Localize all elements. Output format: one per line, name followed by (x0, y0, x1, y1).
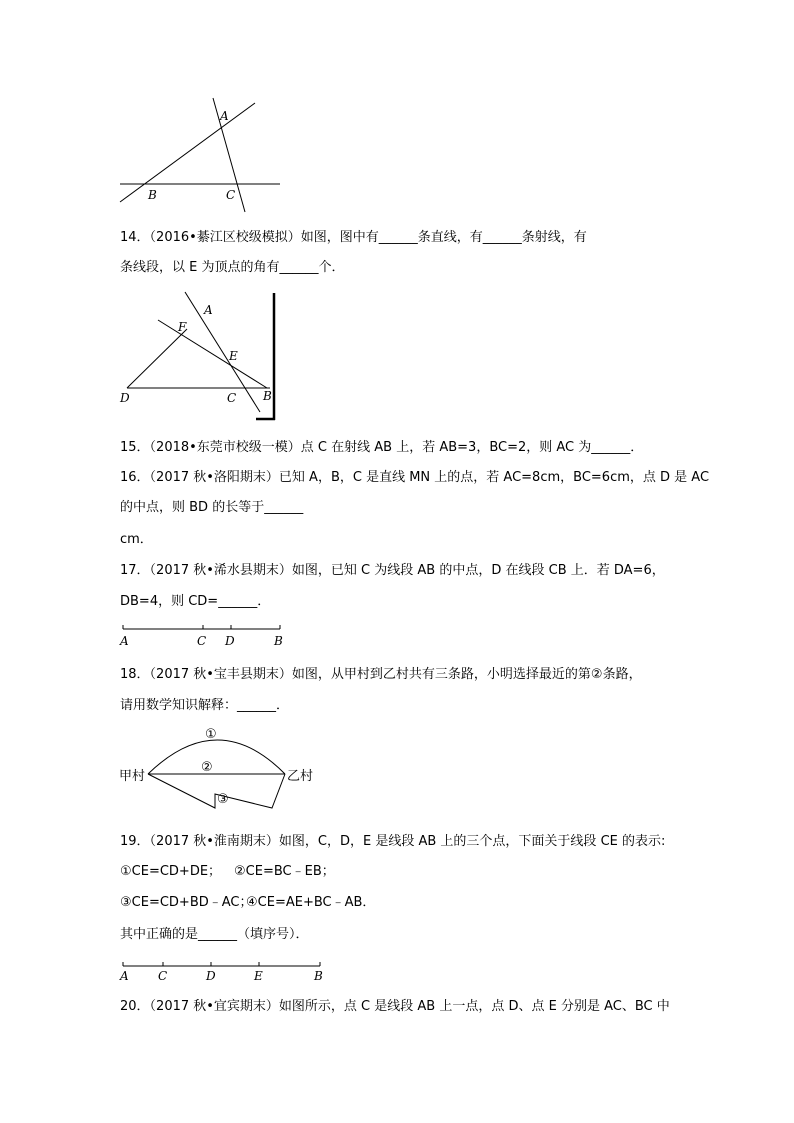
village-b-label: 乙村 (287, 769, 314, 784)
point-label-c: C (197, 634, 207, 648)
q16-text-line3: cm． (120, 532, 153, 547)
point-label-b: B (263, 389, 272, 403)
point-label-a: A (204, 303, 213, 317)
q19-option-1: ①CE=CD+DE； (120, 864, 222, 879)
point-label-a: A (120, 634, 129, 648)
q19-option-2: ②CE=BC﹣EB； (234, 864, 335, 879)
route-1-arc (148, 740, 285, 774)
point-label-e: E (229, 349, 238, 363)
point-label-d: D (206, 969, 216, 983)
point-label-b: B (274, 634, 283, 648)
village-a-label: 甲村 (119, 769, 146, 784)
line-df (127, 329, 187, 388)
point-label-c: C (226, 188, 236, 202)
point-label-a: A (220, 109, 229, 123)
q15-text-line1: 15．（2018•东莞市校级一模）点 C 在射线 AB 上，若 AB=3，BC=2，则 AC 为______． (120, 440, 644, 455)
q19-text-line1: 19．（2017 秋•淮南期末）如图，C，D，E 是线段 AB 上的三个点，下面关于线段 CE 的表示: (120, 834, 666, 849)
q19-option-3: ③CE=CD+BD﹣AC； (120, 895, 253, 910)
q16-text-line2: 的中点，则 BD 的长等于______ (120, 500, 304, 515)
q18-text-line2: 请用数学知识解释：______． (120, 698, 290, 713)
q19-text-line2: 其中正确的是______（填序号）． (120, 927, 309, 942)
q14-text-line2: 条线段，以 E 为顶点的角有______个． (120, 260, 345, 275)
q14-text-line1: 14．（2016•綦江区校级模拟）如图，图中有______条直线，有______条射线，有 (120, 230, 587, 245)
q16-text-line1: 16．（2017 秋•洛阳期末）已知 A，B，C 是直线 MN 上的点，若 AC=8cm，BC=6cm，点 D 是 AC (120, 470, 710, 485)
point-label-c: C (158, 969, 168, 983)
figure-q17 (115, 620, 295, 652)
route-3-label: ③ (217, 792, 229, 807)
point-label-c: C (227, 391, 237, 405)
q19-option-4: ④CE=AE+BC﹣AB． (246, 895, 376, 910)
figure-q13 (110, 95, 295, 220)
route-1-label: ① (205, 727, 217, 742)
line-through-f-e-b (158, 320, 267, 388)
point-label-e: E (254, 969, 263, 983)
figure-q14 (115, 287, 285, 427)
q17-text-line2: DB=4，则 CD=______． (120, 594, 271, 609)
point-label-d: D (120, 391, 130, 405)
line-through-a-e-c (185, 292, 260, 412)
point-label-f: F (178, 320, 187, 334)
figure-q19 (115, 955, 330, 987)
point-label-b: B (314, 969, 323, 983)
route-2-label: ② (201, 760, 213, 775)
point-label-d: D (225, 634, 235, 648)
point-label-a: A (120, 969, 129, 983)
q18-text-line1: 18．（2017 秋•宝丰县期末）如图，从甲村到乙村共有三条路，小明选择最近的第②条路， (120, 667, 642, 682)
q20-text-line1: 20．（2017 秋•宜宾期末）如图所示，点 C 是线段 AB 上一点，点 D、点 E 分别是 AC、BC 中 (120, 999, 670, 1014)
point-label-b: B (148, 188, 157, 202)
q17-text-line1: 17．（2017 秋•浠水县期末）如图，已知 C 为线段 AB 的中点，D 在线段 CB 上．若 DA=6， (120, 563, 665, 578)
figure-q18 (115, 722, 335, 814)
